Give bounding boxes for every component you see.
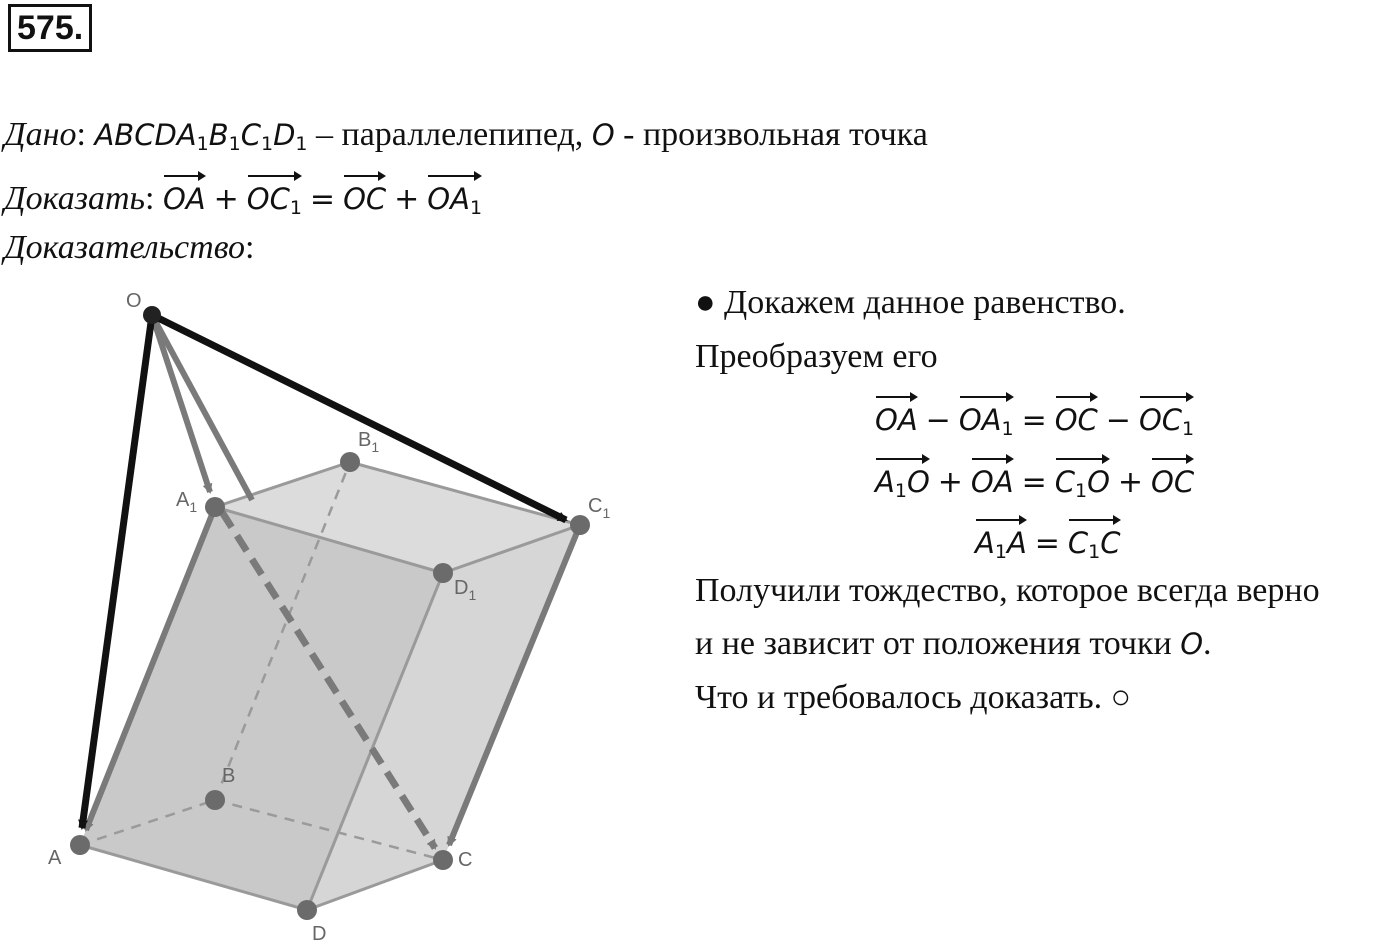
bullet-line: ● Докажем данное равенство. (695, 284, 1126, 321)
equation-1 (875, 393, 1194, 441)
operator: + (213, 182, 239, 217)
vector-term: OA (971, 455, 1014, 502)
problem-number: 575. (8, 4, 92, 52)
label-B1: $B_1$ (358, 429, 380, 455)
point-O (143, 306, 161, 324)
label-A: A (48, 847, 62, 869)
prove-expression (163, 180, 482, 217)
given-rest: - произвольная точка (614, 116, 928, 153)
operator: = (1021, 465, 1047, 500)
vector-term: $C_1O$ (1055, 455, 1110, 502)
label-B: B (222, 765, 236, 787)
vector-term: $A_1O$ (875, 455, 930, 502)
vector-term: OC (1151, 455, 1194, 502)
equation-3 (975, 516, 1121, 564)
vector-term: OA (163, 172, 206, 219)
label-A1: $A_1$ (176, 489, 198, 515)
label-D1: $D_1$ (454, 577, 477, 603)
label-C: C (458, 849, 473, 871)
point-C1 (570, 515, 590, 535)
point-A1 (205, 497, 225, 517)
operator: − (925, 403, 951, 438)
label-C1: $C_1$ (588, 495, 611, 521)
point-B (205, 790, 225, 810)
vector-term: OC (1055, 393, 1098, 440)
point-D (297, 900, 317, 920)
equation-2 (875, 455, 1194, 503)
prove-line: Доказать: OA + $OC_1$ = OC + $OA_1$ (4, 172, 482, 220)
vector-term: $OC_1$ (1139, 393, 1194, 440)
label-O: O (126, 290, 142, 312)
vector-term: $OA_1$ (959, 393, 1014, 440)
given-line: Дано: $ABCDA_1B_1C_1D_1$ – параллелепипед, O - произвольная точка (4, 116, 928, 155)
given-point: O (591, 118, 615, 152)
operator: + (937, 465, 963, 500)
proof-label: Доказательство: (4, 229, 255, 266)
given-label: Дано (4, 116, 77, 153)
point-B1 (340, 452, 360, 472)
transform-line: Преобразуем его (695, 338, 938, 375)
point-C (433, 850, 453, 870)
operator: = (309, 182, 336, 217)
final-line: Что и требовалось доказать. ○ (695, 679, 1132, 716)
vector-term: $C_1C$ (1068, 516, 1121, 563)
prove-label: Доказать (4, 180, 145, 217)
parallelepiped-figure (0, 280, 640, 946)
label-D: D (312, 923, 327, 945)
figure-name: $ABCDA_1B_1C_1D_1$ (94, 118, 308, 155)
point-A (70, 835, 90, 855)
operator: − (1105, 403, 1131, 438)
vector-term: OC (343, 172, 386, 219)
vector-term: $A_1A$ (975, 516, 1027, 563)
conclusion-line-1: Получили тождество, которое всегда верно (695, 572, 1320, 609)
conclusion-line-2: и не зависит от положения точки O. (695, 625, 1212, 662)
operator: = (1021, 403, 1047, 438)
operator: = (1034, 526, 1060, 561)
conclusion-point: O (1180, 627, 1204, 661)
operator: + (1117, 465, 1144, 500)
operator: + (394, 182, 420, 217)
vector-term: $OC_1$ (247, 172, 302, 219)
vector-term: $OA_1$ (427, 172, 482, 219)
vector-term: OA (875, 393, 918, 440)
given-dash: – параллелепипед, (307, 116, 592, 153)
point-D1 (433, 563, 453, 583)
